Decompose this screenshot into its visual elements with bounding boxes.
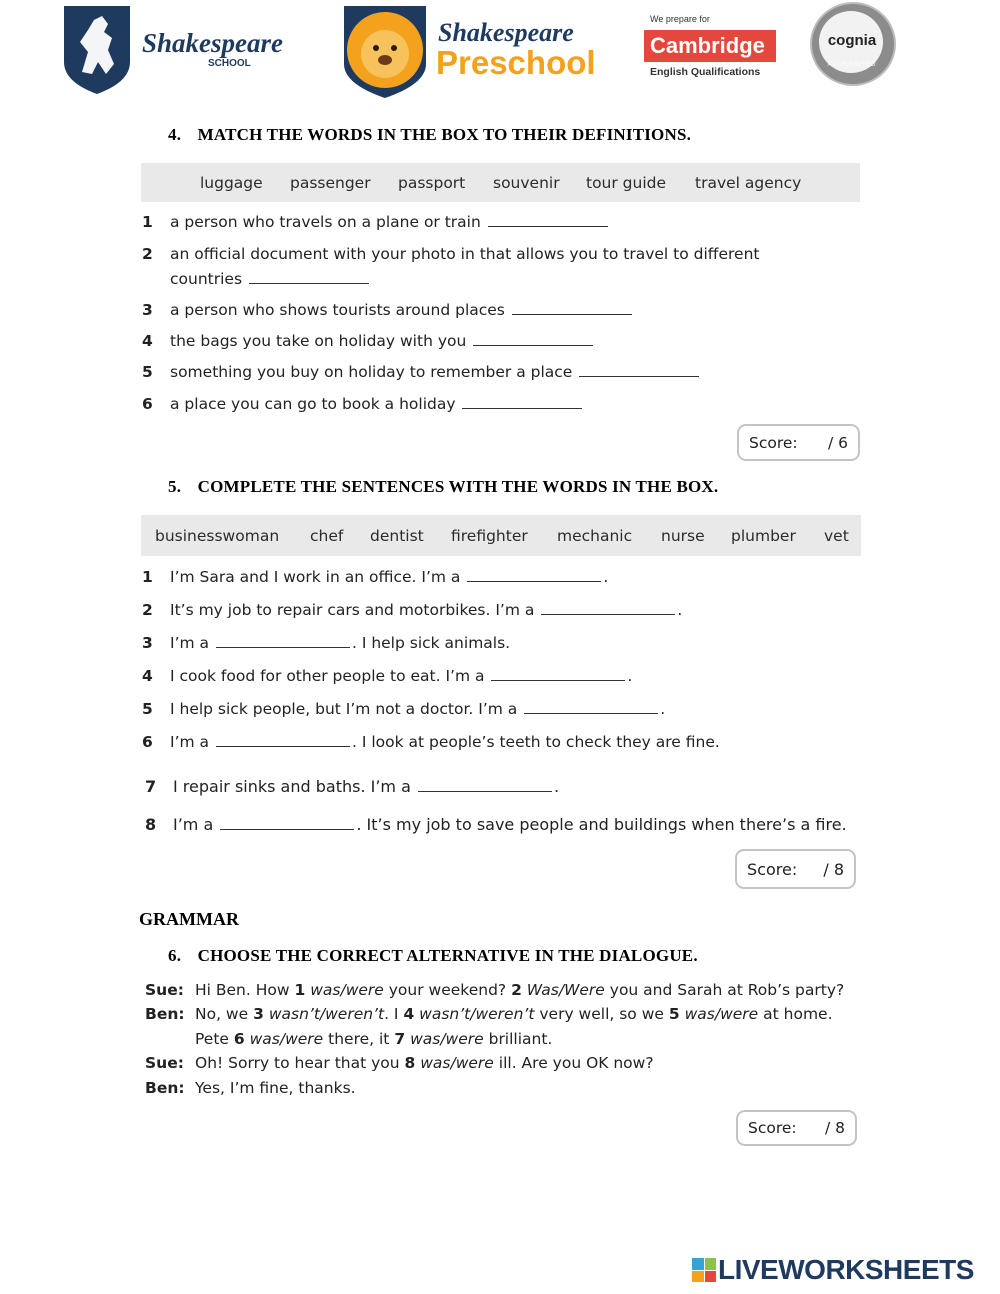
section-title: COMPLETE THE SENTENCES WITH THE WORDS IN THE BOX.: [197, 477, 719, 496]
item-number: 6: [142, 733, 153, 751]
sentence-after: .: [627, 667, 633, 685]
speaker: Sue:: [145, 981, 184, 999]
cognia-badge: [810, 2, 896, 86]
alternative-choice[interactable]: was/were: [310, 981, 384, 999]
item-text: a person who shows tourists around places: [170, 301, 505, 319]
score-total: / 8: [823, 859, 844, 879]
dialogue-line: [145, 1005, 865, 1027]
definition-item: [142, 245, 842, 267]
word-box-item: dentist: [370, 526, 424, 545]
gap-number: 5: [668, 1005, 680, 1023]
item-text: something you buy on holiday to remember a place: [170, 363, 573, 381]
answer-blank[interactable]: [491, 679, 625, 681]
word-box-item: vet: [824, 526, 849, 545]
word-box-item: luggage: [200, 173, 263, 192]
item-number: 6: [142, 395, 153, 413]
item-text: a person who travels on a plane or train: [170, 213, 481, 231]
score-box: [737, 424, 860, 461]
dialogue-text: . I: [384, 1005, 404, 1023]
dialogue-line: [145, 1079, 865, 1101]
dialogue-line: [145, 1030, 865, 1052]
definition-item: [142, 301, 842, 323]
section-number: 6.: [168, 946, 182, 965]
answer-blank[interactable]: [579, 375, 699, 377]
dialogue-text: there, it: [323, 1030, 395, 1048]
cambridge-bottom-text: English Qualifications: [650, 66, 761, 78]
liveworksheets-badge-icon: [692, 1258, 716, 1282]
dialogue-text: ill. Are you OK now?: [493, 1054, 654, 1072]
score-total: / 6: [827, 433, 848, 452]
score-label: Score:: [749, 433, 798, 452]
liveworksheets-brand: LIVEWORKSHEETS: [718, 1254, 974, 1285]
sentence-item: [142, 700, 842, 722]
section-title: CHOOSE THE CORRECT ALTERNATIVE IN THE DIALOGUE.: [197, 946, 698, 965]
score-box: [735, 849, 856, 889]
answer-blank[interactable]: [220, 828, 354, 830]
word-box-item: passport: [398, 173, 466, 192]
item-number: 1: [142, 568, 153, 586]
logo-brand: Shakespeare: [438, 18, 574, 47]
sentence-after: .: [554, 777, 560, 796]
sentence-after: .: [677, 601, 683, 619]
item-text: a place you can go to book a holiday: [170, 395, 456, 413]
sentence-after: . I help sick animals.: [351, 634, 511, 652]
speaker: Ben:: [145, 1005, 185, 1023]
sentence-item: [142, 667, 842, 689]
answer-blank[interactable]: [524, 712, 658, 714]
sentence-item: [142, 601, 842, 623]
sentence-before: I’m a: [170, 733, 210, 751]
dialogue-text: Hi Ben. How: [195, 981, 295, 999]
definition-item: [142, 395, 842, 417]
logo-sub: Preschool: [436, 44, 596, 81]
sentence-item: [142, 634, 842, 656]
logo-brand: Shakespeare: [142, 28, 283, 58]
item-number: 3: [142, 634, 153, 652]
dialogue-line: [145, 1054, 865, 1076]
word-box-item: nurse: [661, 526, 705, 545]
dialogue-text: brilliant.: [483, 1030, 553, 1048]
section-number: 5.: [168, 477, 182, 496]
logo-sub: SCHOOL: [208, 58, 251, 69]
shakespeare-school-logo: [58, 2, 283, 98]
cognia-ring-text: ACCREDITED: [827, 62, 877, 68]
word-box-item: chef: [310, 526, 344, 545]
definition-item-continued: [142, 270, 842, 292]
word-box-item: passenger: [290, 173, 371, 192]
item-number: 1: [142, 213, 153, 231]
definition-item: [142, 332, 842, 354]
sentence-before: I cook food for other people to eat. I’m a: [170, 667, 485, 685]
liveworksheets-logo: [692, 1254, 992, 1286]
gap-number: 1: [294, 981, 306, 999]
sentence-item: [145, 777, 845, 799]
sentence-item: [142, 733, 842, 755]
answer-blank[interactable]: [488, 225, 608, 227]
item-number: 3: [142, 301, 153, 319]
alternative-choice[interactable]: was/were: [420, 1054, 494, 1072]
dialogue-text: Oh! Sorry to hear that you: [195, 1054, 405, 1072]
alternative-choice[interactable]: Was/Were: [526, 981, 605, 999]
answer-blank[interactable]: [512, 313, 632, 315]
word-box-item: businesswoman: [155, 526, 280, 545]
alternative-choice[interactable]: was/were: [684, 1005, 759, 1023]
dialogue-text: Yes, I’m fine, thanks.: [195, 1079, 356, 1097]
sentence-before: I’m a: [173, 815, 214, 834]
word-box-4: [141, 163, 860, 202]
item-text: countries: [170, 270, 243, 288]
answer-blank[interactable]: [216, 646, 350, 648]
grammar-heading: GRAMMAR: [139, 909, 239, 929]
score-label: Score:: [748, 1119, 797, 1137]
sentence-before: I help sick people, but I’m not a doctor. I’m a: [170, 700, 518, 718]
cambridge-name: Cambridge: [644, 30, 776, 62]
answer-blank[interactable]: [541, 613, 675, 615]
answer-blank[interactable]: [216, 745, 350, 747]
section4-heading: [168, 125, 691, 145]
sentence-before: I’m Sara and I work in an office. I’m a: [170, 568, 461, 586]
definition-item: [142, 213, 842, 235]
gap-number: 7: [394, 1030, 406, 1048]
speaker: Sue:: [145, 1054, 184, 1072]
lion-face-icon: [340, 2, 430, 100]
alternative-choice[interactable]: was/were: [410, 1030, 484, 1048]
section5-heading: [168, 477, 718, 497]
item-text: the bags you take on holiday with you: [170, 332, 467, 350]
score-box: [736, 1110, 857, 1146]
cambridge-logo: [640, 10, 795, 88]
sentence-before: I repair sinks and baths. I’m a: [173, 777, 411, 796]
score-label: Score:: [747, 859, 798, 879]
alternative-choice[interactable]: wasn’t/weren’t: [419, 1005, 535, 1023]
word-box-item: souvenir: [493, 173, 560, 192]
answer-blank[interactable]: [467, 580, 601, 582]
item-text: an official document with your photo in that allows you to travel to different: [170, 245, 760, 263]
item-number: 2: [142, 601, 153, 619]
dialogue-text: Pete: [195, 1030, 234, 1048]
definition-item: [142, 363, 842, 385]
item-number: 5: [142, 700, 153, 718]
gap-number: 3: [253, 1005, 264, 1023]
answer-blank[interactable]: [473, 344, 593, 346]
word-box-item: firefighter: [451, 526, 528, 545]
sentence-after: . I look at people’s teeth to check they are fine.: [351, 733, 720, 751]
word-box-item: plumber: [731, 526, 796, 545]
item-number: 5: [142, 363, 153, 381]
item-number: 4: [142, 332, 153, 350]
item-number: 2: [142, 245, 153, 263]
sentence-item: [145, 815, 845, 837]
sentence-after: .: [603, 568, 609, 586]
cognia-name: cognia: [827, 32, 877, 49]
answer-blank[interactable]: [462, 407, 582, 409]
score-total: / 8: [824, 1119, 845, 1137]
alternative-choice[interactable]: wasn’t/weren’t: [268, 1005, 385, 1023]
dialogue-line: [145, 981, 865, 1003]
lion-shield-icon: [58, 2, 136, 96]
sentence-item: [142, 568, 842, 590]
item-number: 7: [145, 777, 157, 796]
gap-number: 4: [403, 1005, 415, 1023]
sentence-after: .: [660, 700, 666, 718]
word-box-5: [141, 515, 861, 556]
gap-number: 6: [233, 1030, 245, 1048]
gap-number: 2: [511, 981, 522, 999]
answer-blank[interactable]: [418, 790, 552, 792]
dialogue-text: very well, so we: [534, 1005, 669, 1023]
word-box-item: tour guide: [586, 173, 667, 192]
sentence-before: I’m a: [170, 634, 210, 652]
speaker: Ben:: [145, 1079, 185, 1097]
word-box-item: travel agency: [695, 173, 802, 192]
answer-blank[interactable]: [249, 282, 369, 284]
alternative-choice[interactable]: was/were: [249, 1030, 324, 1048]
sentence-after: . It’s my job to save people and buildings when there’s a fire.: [356, 815, 847, 834]
gap-number: 8: [404, 1054, 416, 1072]
item-number: 8: [145, 815, 157, 834]
cambridge-top-text: We prepare for: [650, 14, 710, 24]
dialogue-text: No, we: [195, 1005, 254, 1023]
dialogue-text: you and Sarah at Rob’s party?: [604, 981, 845, 999]
dialogue-text: at home.: [758, 1005, 833, 1023]
sentence-before: It’s my job to repair cars and motorbikes. I’m a: [170, 601, 535, 619]
shakespeare-preschool-logo: [340, 2, 600, 100]
item-number: 4: [142, 667, 153, 685]
section-title: MATCH THE WORDS IN THE BOX TO THEIR DEFINITIONS.: [197, 125, 692, 144]
word-box-item: mechanic: [557, 526, 633, 545]
section-number: 4.: [168, 125, 182, 144]
dialogue-text: your weekend?: [383, 981, 512, 999]
section6-heading: [168, 946, 698, 966]
